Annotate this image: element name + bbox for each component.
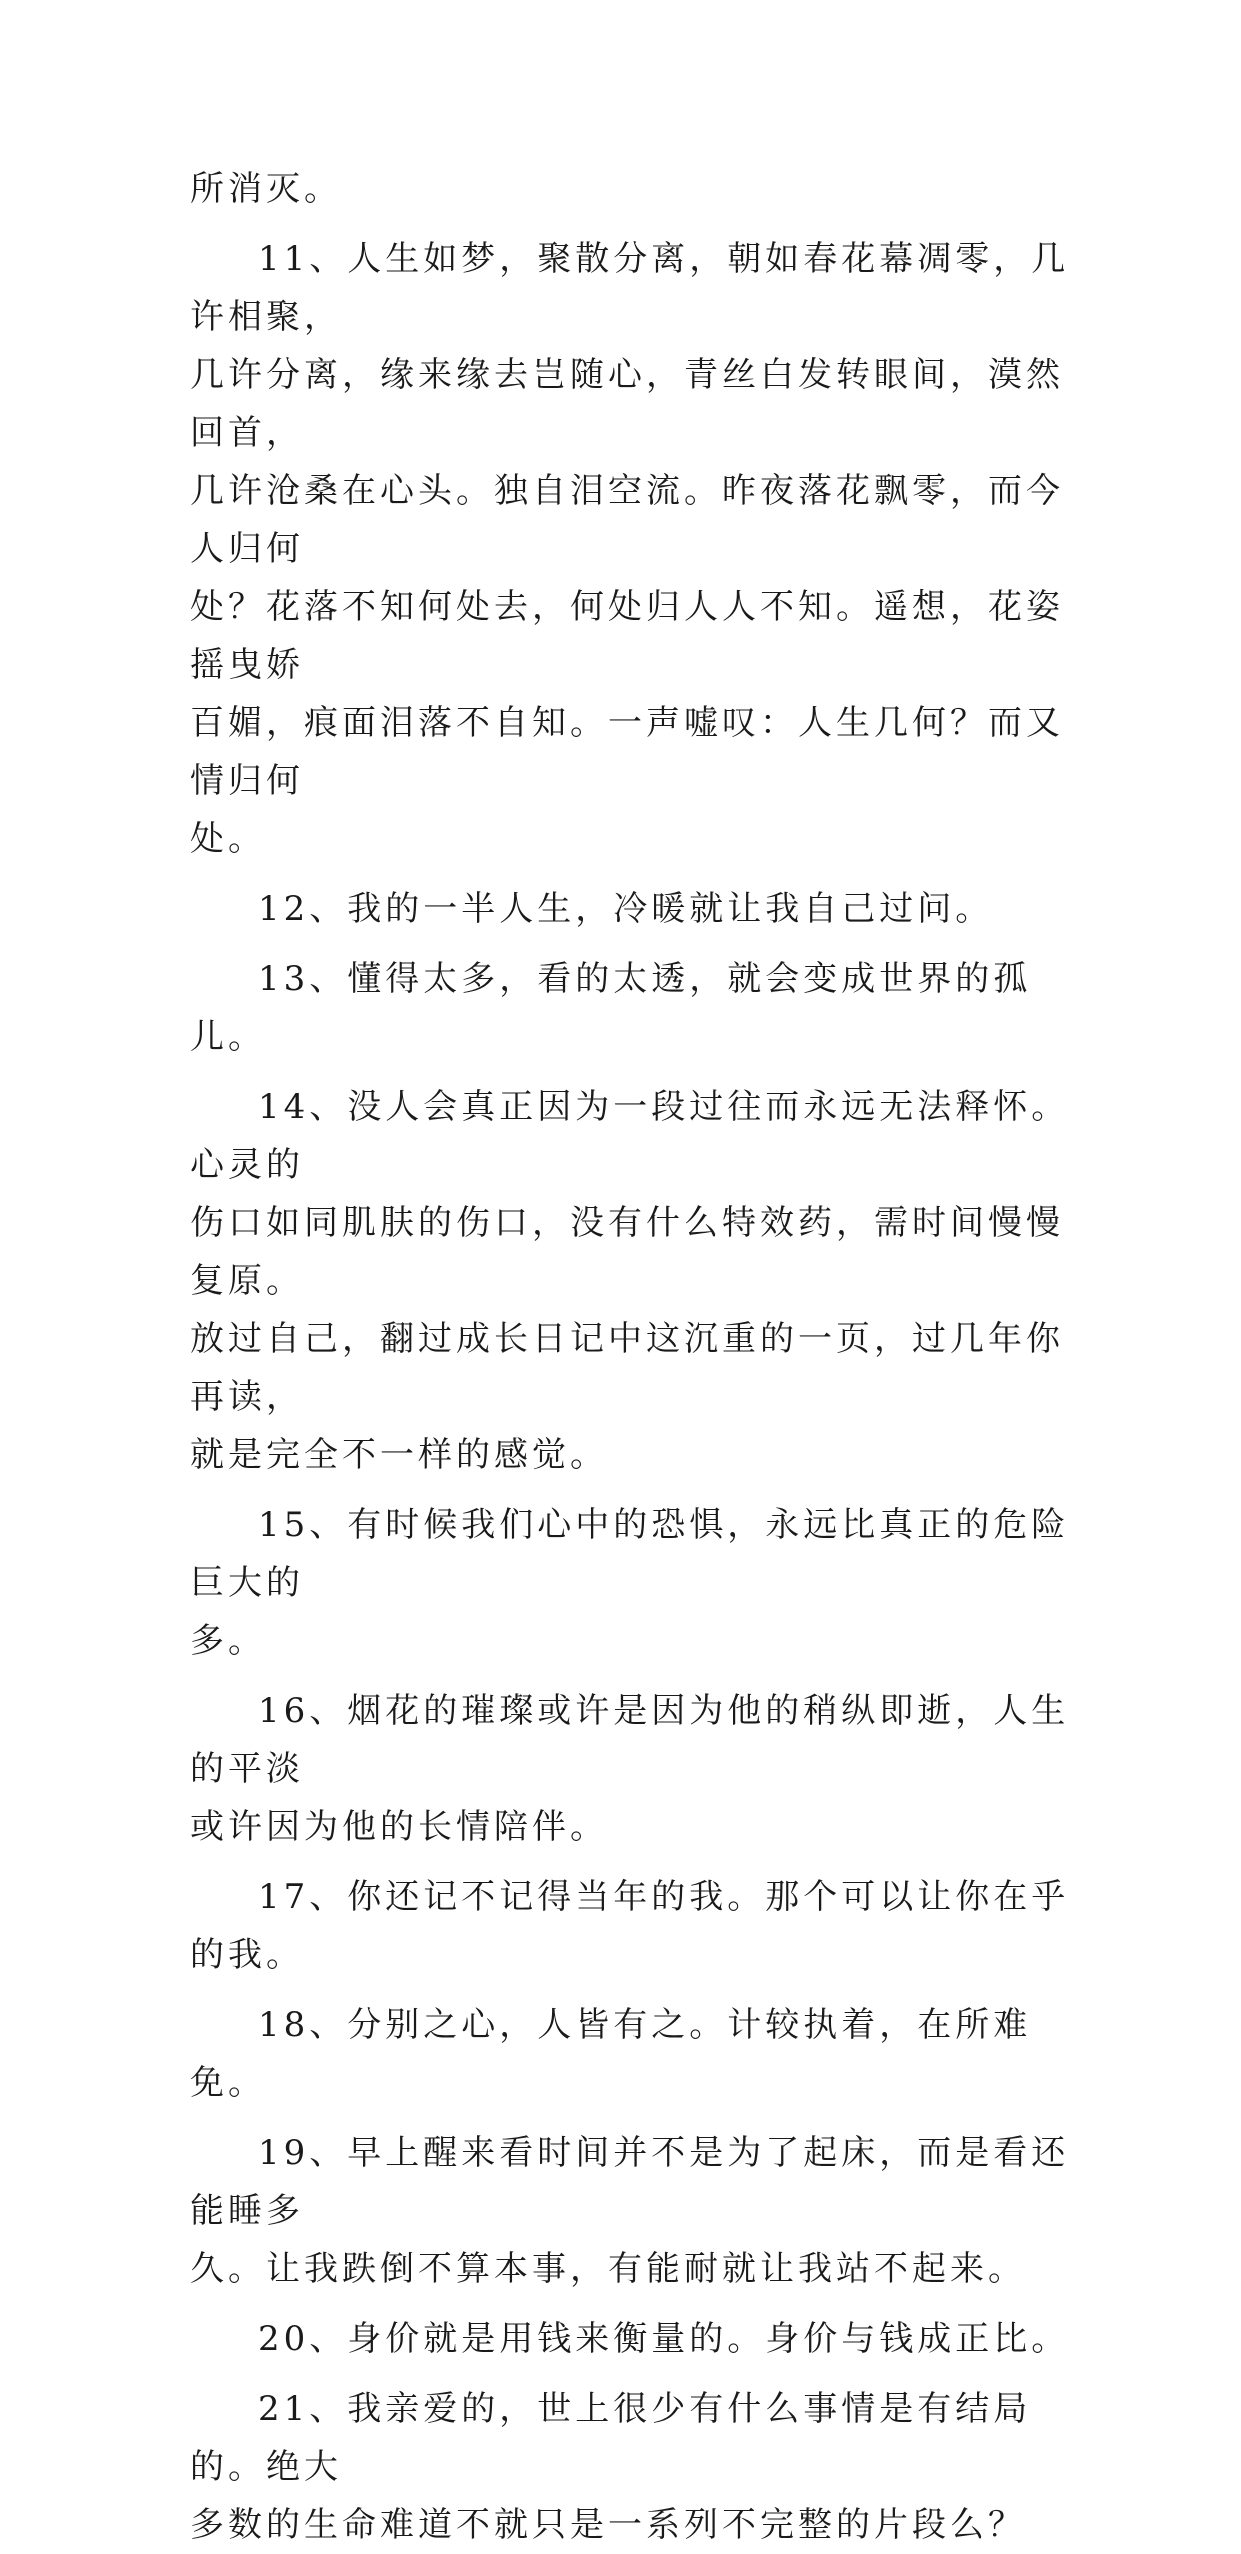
paragraph-19: 19、早上醒来看时间并不是为了起床，而是看还能睡多 久。让我跌倒不算本事，有能耐就让我站不起来。	[190, 2133, 1070, 2289]
paragraph-21: 21、我亲爱的，世上很少有什么事情是有结局的。绝大 多数的生命难道不就只是一系列不完整的片段么？	[190, 2389, 1032, 2545]
paragraph-18: 18、分别之心，人皆有之。计较执着，在所难免。	[190, 2005, 1032, 2103]
paragraph-16: 16、烟花的璀璨或许是因为他的稍纵即逝，人生的平淡 或许因为他的长情陪伴。	[190, 1691, 1070, 1847]
paragraph-13: 13、懂得太多，看的太透，就会变成世界的孤儿。	[190, 959, 1032, 1057]
paragraph-12: 12、我的一半人生，冷暖就让我自己过问。	[258, 889, 994, 929]
document-body	[190, 160, 1070, 2554]
paragraph-11: 11、人生如梦，聚散分离，朝如春花幕凋零，几许相聚， 几许分离，缘来缘去岂随心，青丝白发转眼间，漠然回首， 几许沧桑在心头。独自泪空流。昨夜落花飘零，而今人归何 处？花落不知何处去，何处归人人不知。遥想，花姿摇曳娇 百媚，痕面泪落不自知。一声嘘叹：人生几何？而又情归何 处。	[190, 239, 1070, 859]
paragraph-17: 17、你还记不记得当年的我。那个可以让你在乎的我。	[190, 1877, 1070, 1975]
paragraph-15: 15、有时候我们心中的恐惧，永远比真正的危险巨大的 多。	[190, 1505, 1070, 1661]
paragraph-20: 20、身价就是用钱来衡量的。身价与钱成正比。	[258, 2319, 1070, 2359]
paragraph-14: 14、没人会真正因为一段过往而永远无法释怀。心灵的 伤口如同肌肤的伤口，没有什么特效药，需时间慢慢复原。 放过自己，翻过成长日记中这沉重的一页，过几年你再读， 就是完全不一样的感觉。	[190, 1087, 1070, 1475]
paragraph-continuation: 所消灭。	[190, 169, 342, 209]
